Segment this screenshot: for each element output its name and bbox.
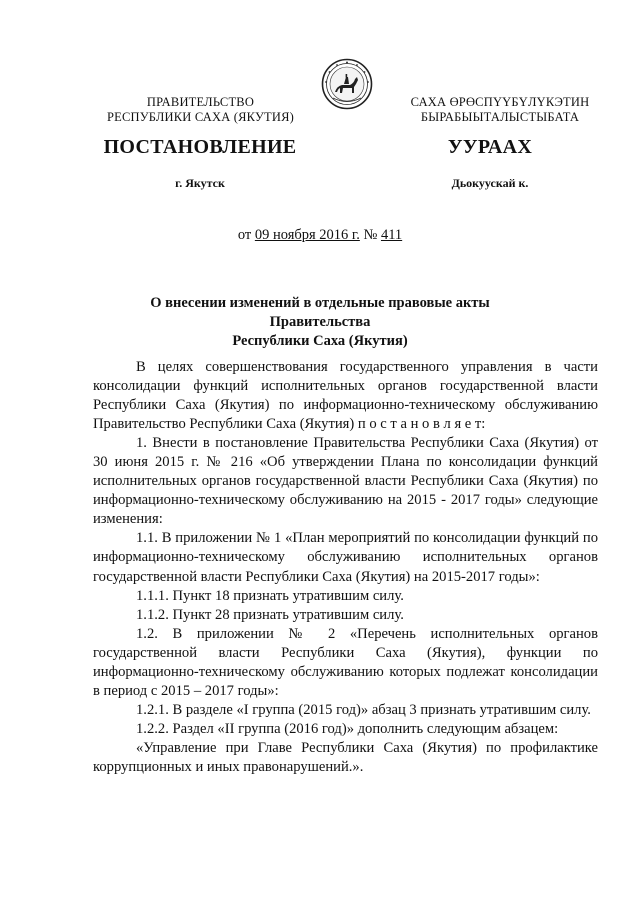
paragraph-1-1-1: 1.1.1. Пункт 18 признать утратившим силу. (136, 587, 404, 604)
document-title (100, 294, 540, 351)
org-name-russian (93, 95, 308, 125)
doc-type-yakut: УУРААХ (447, 136, 533, 158)
preamble-text: В целях совершенствования государственного управления в части консолидации функций исполнительных органов государственной власти Республики Саха (Якутия) по информационно-техническому обслуживанию Правительство Республики Саха (Якутия) (93, 359, 598, 433)
city-yakut: Дьокуускай к. (451, 176, 529, 190)
paragraph-1-2-1: 1.2.1. В разделе «I группа (2015 год)» абзац 3 признать утратившим силу. (136, 701, 591, 718)
doc-type-russian: ПОСТАНОВЛЕНИЕ (103, 136, 297, 158)
paragraph-preamble (93, 358, 598, 434)
act-date: 09 ноября 2016 г. (254, 227, 360, 243)
act-date-number-line (100, 227, 540, 244)
paragraph-1-1: 1.1. В приложении № 1 «План мероприятий по консолидации функций по информационно-техническому обслуживанию исполнительных органов государственной власти Республики Саха (Якутия) на 2015-2017 годы»: (93, 530, 598, 585)
paragraph-quote: «Управление при Главе Республики Саха (Якутия) по профилактике коррупционных и иных правонарушений.». (93, 739, 598, 775)
org-name-russian-line-1: ПРАВИТЕЛЬСТВО (146, 95, 255, 109)
date-prefix: от (237, 227, 252, 243)
decree-word: п о с т а н о в л я е т: (357, 416, 486, 433)
act-number: 411 (380, 227, 403, 243)
org-name-yakut (380, 95, 620, 125)
number-sign: № (363, 227, 378, 243)
city-russian: г. Якутск (175, 176, 225, 190)
paragraph-1: 1. Внести в постановление Правительства Республики Саха (Якутия) от 30 июня 2015 г. № 216 «Об утверждении Плана по консолидации функций исполнительных органов государственной власти Республики Саха (Якутия) по информационно-техническому обслуживанию на 2015 - 2017 годы» следующие изменения: (93, 435, 598, 528)
document-body (93, 358, 598, 777)
paragraph-1-1-2: 1.1.2. Пункт 28 признать утратившим силу. (136, 606, 404, 623)
paragraph-1-2-2: 1.2.2. Раздел «II группа (2016 год)» дополнить следующим абзацем: (136, 720, 559, 737)
document-title-line-2: Республики Саха (Якутия) (232, 333, 408, 349)
org-name-russian-line-2: РЕСПУБЛИКИ САХА (ЯКУТИЯ) (107, 110, 294, 124)
document-title-line-1: О внесении изменений в отдельные правовые акты Правительства (150, 295, 490, 330)
org-name-yakut-line-2: БЫРАБЫЫТАЛЫСТЫБАТА (420, 110, 580, 124)
org-name-yakut-line-1: САХА ӨРӨСПҮҮБҮЛҮКЭТИН (410, 95, 590, 109)
coat-of-arms-emblem-icon (321, 58, 373, 110)
paragraph-1-2: 1.2. В приложении № 2 «Перечень исполнительных органов государственной власти Республики Саха (Якутия), функции по информационно-техническому обслуживанию которых подлежат консолидации в период с 2015 – 2017 годы»: (93, 625, 598, 699)
